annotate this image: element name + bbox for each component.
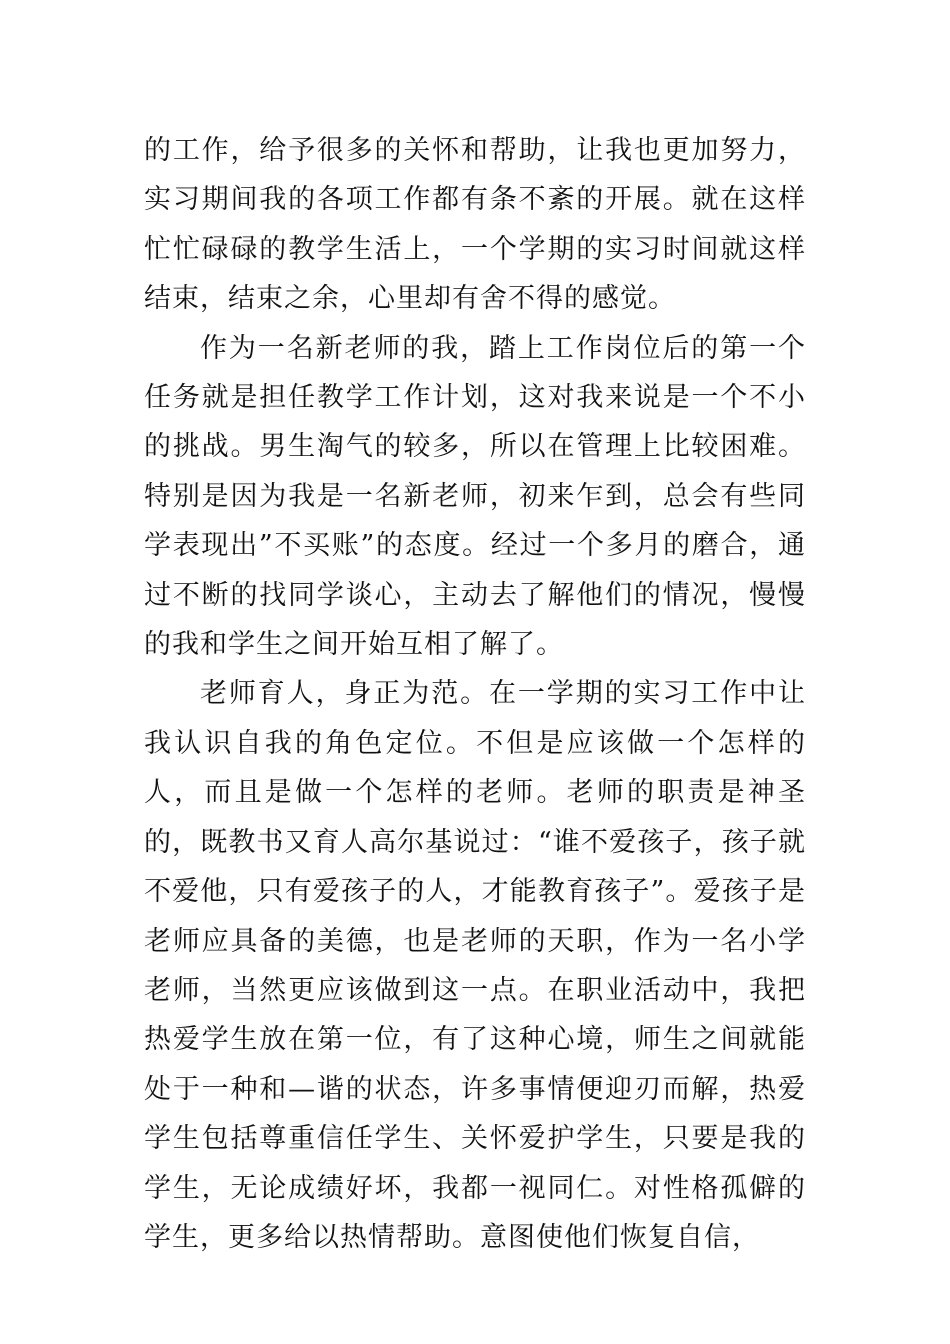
- paragraph-3: 老师育人，身正为范。在一学期的实习工作中让我认识自我的角色定位。不但是应该做一个怎样的人，而且是做一个怎样的老师。老师的职责是神圣的，既教书又育人高尔基说过：“谁不爱孩子，孩子就不爱他，只有爱孩子的人，才能教育孩子”。爱孩子是老师应具备的美德，也是老师的天职，作为一名小学老师，当然更应该做到这一点。在职业活动中，我把热爱学生放在第一位，有了这种心境，师生之间就能处于一种和—谐的状态，许多事情便迎刃而解，热爱学生包括尊重信任学生、关怀爱护学生，只要是我的学生，无论成绩好坏，我都一视同仁。对性格孤僻的学生，更多给以热情帮助。意图使他们恢复自信，: [144, 678, 806, 1253]
- document-body: [144, 126, 806, 1262]
- paragraph-1: 的工作，给予很多的关怀和帮助，让我也更加努力，实习期间我的各项工作都有条不紊的开展。就在这样忙忙碌碌的教学生活上，一个学期的实习时间就这样结束，结束之余，心里却有舍不得的感觉。: [144, 135, 806, 315]
- paragraph-2: 作为一名新老师的我，踏上工作岗位后的第一个任务就是担任教学工作计划，这对我来说是一个不小的挑战。男生淘气的较多，所以在管理上比较困难。特别是因为我是一名新老师，初来乍到，总会有些同学表现出”不买账”的态度。经过一个多月的磨合，通过不断的找同学谈心，主动去了解他们的情况，慢慢的我和学生之间开始互相了解了。: [144, 332, 806, 661]
